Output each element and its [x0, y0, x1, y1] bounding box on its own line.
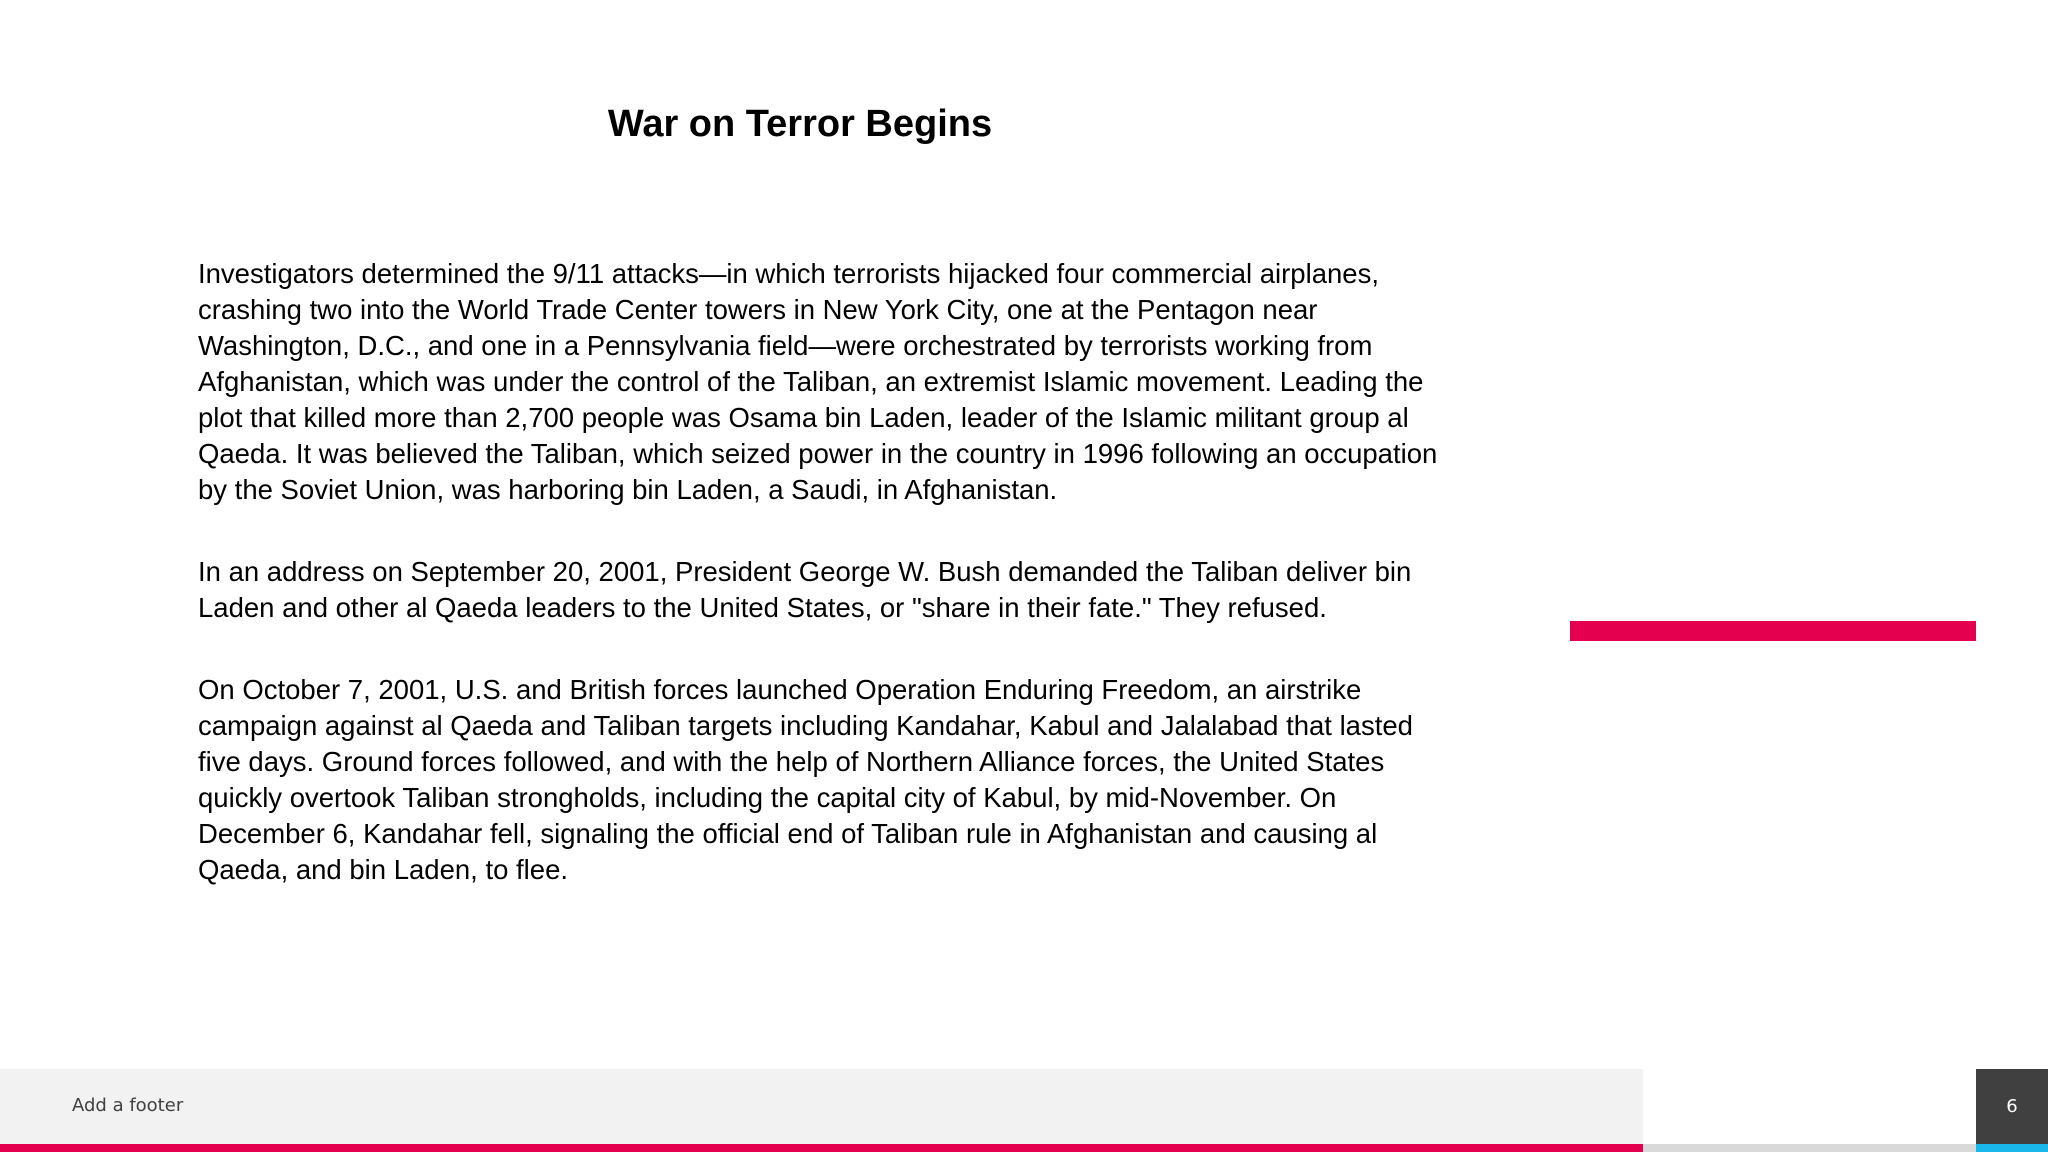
body-paragraph-2: In an address on September 20, 2001, President George W. Bush demanded the Taliban deliver bin Laden and other al Qaeda leaders to the United States, or "share in their fate." They refused.	[198, 556, 1412, 623]
page-number-box	[1976, 1069, 2048, 1144]
footer-text[interactable]: Add a footer	[72, 1095, 184, 1116]
accent-bar	[1570, 621, 1976, 641]
page-number-accent-line	[1976, 1144, 2048, 1152]
body-paragraph-1: Investigators determined the 9/11 attacks—in which terrorists hijacked four commercial airplanes, crashing two into the World Trade Center towers in New York City, one at the Pentagon near Washington, D.C., and one in a Pennsylvania field—were orchestrated by terrorists working from Afghanistan, which was under the control of the Taliban, an extremist Islamic movement. Leading the plot that killed more than 2,700 people was Osama bin Laden, leader of the Islamic militant group al Qaeda. It was believed the Taliban, which seized power in the country in 1996 following an occupation by the Soviet Union, was harboring bin Laden, a Saudi, in Afghanistan.	[198, 258, 1438, 505]
page-number: 6	[2006, 1096, 2018, 1117]
footer-accent-line-pink	[0, 1144, 1643, 1152]
slide-body	[198, 256, 1458, 934]
footer-accent-line-gray	[1643, 1144, 1976, 1152]
slide-title: War on Terror Begins	[607, 103, 993, 145]
body-paragraph-3: On October 7, 2001, U.S. and British forces launched Operation Enduring Freedom, an airstrike campaign against al Qaeda and Taliban targets including Kandahar, Kabul and Jalalabad that lasted five days. Ground forces followed, and with the help of Northern Alliance forces, the United States quickly overtook Taliban strongholds, including the capital city of Kabul, by mid-November. On December 6, Kandahar fell, signaling the official end of Taliban rule in Afghanistan and causing al Qaeda, and bin Laden, to flee.	[198, 674, 1413, 885]
footer-bar	[0, 1069, 1643, 1144]
